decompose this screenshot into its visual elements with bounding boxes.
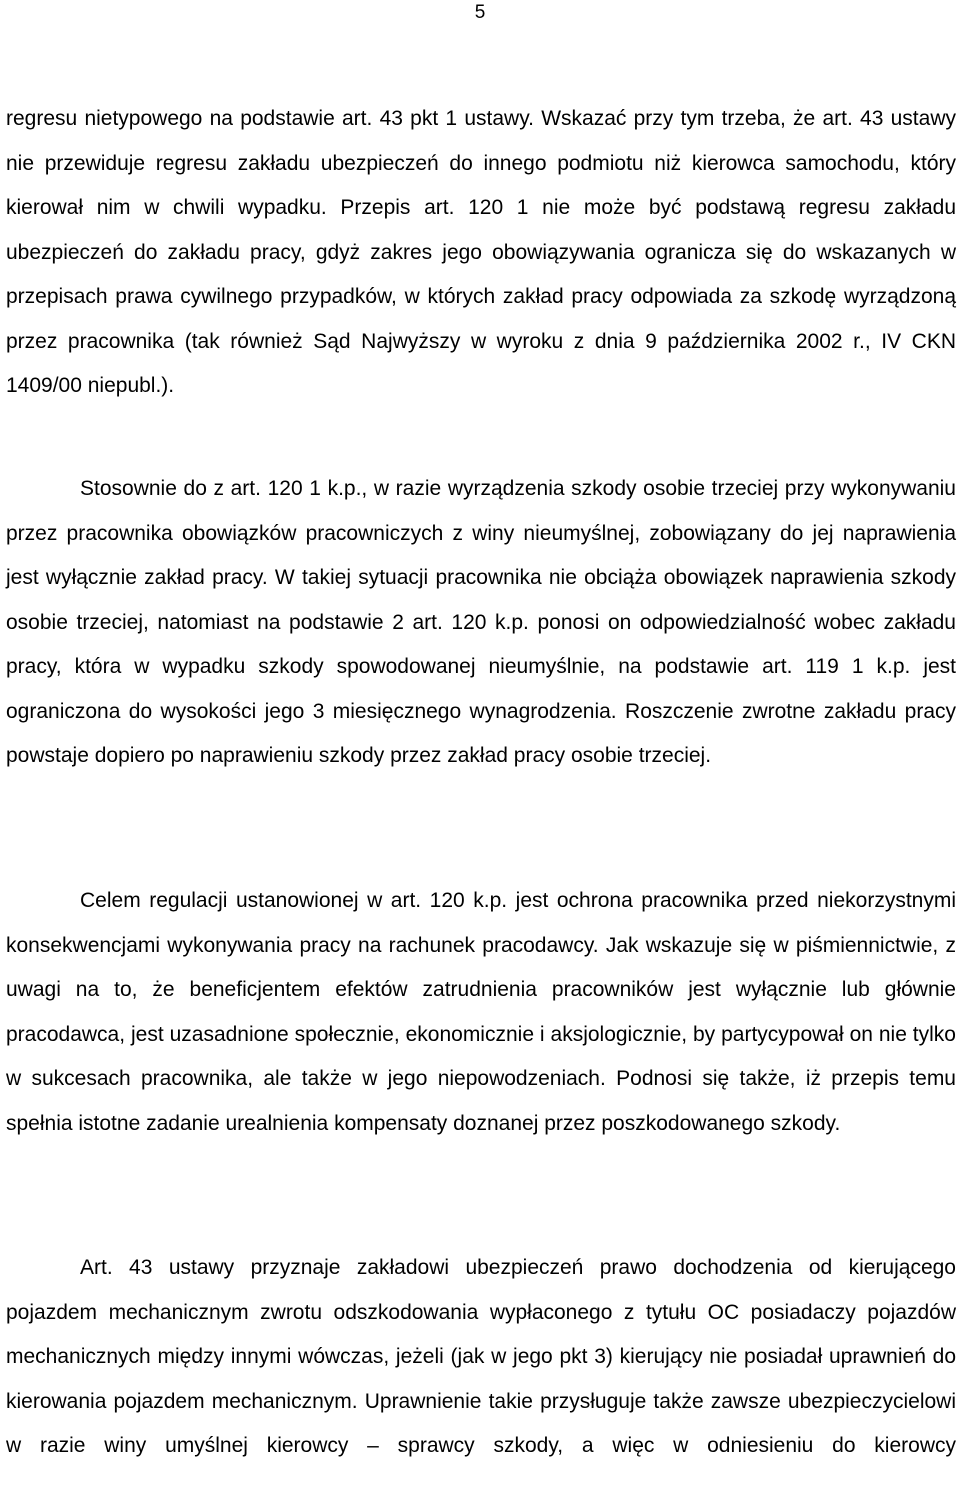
- paragraph-3: Celem regulacji ustanowionej w art. 120 k.p. jest ochrona pracownika przed niekorzystnymi konsekwencjami wykonywania pracy na rachunek pracodawcy. Jak wskazuje się w piśmiennictwie, z uwagi na to, że beneficjentem efektów zatrudnienia pracowników jest wyłącznie lub głównie pracodawca, jest uzasadnione społecznie, ekonomicznie i aksjologicznie, by partycypował on nie tylko w sukcesach pracownika, ale także w jego niepowodzeniach. Podnosi się także, iż przepis temu spełnia istotne zadanie urealnienia kompensaty doznanej przez poszkodowanego szkody.: [6, 889, 956, 1135]
- document-body-4: [6, 1246, 956, 1469]
- paragraph-4: Art. 43 ustawy przyznaje zakładowi ubezpieczeń prawo dochodzenia od kierującego pojazdem mechanicznym zwrotu odszkodowania wypłaconego z tytułu OC posiadaczy pojazdów mechanicznych między innymi wówczas, jeżeli (jak w jego pkt 3) kierujący nie posiadał uprawnień do kierowania pojazdem mechanicznym. Uprawnienie takie przysługuje także zawsze ubezpieczycielowi w razie winy umyślnej kierowcy – sprawcy szkody, a więc w odniesieniu do kierowcy: [6, 1256, 956, 1457]
- document-body-2: [6, 467, 956, 779]
- paragraph-1: regresu nietypowego na podstawie art. 43 pkt 1 ustawy. Wskazać przy tym trzeba, że art. 43 ustawy nie przewiduje regresu zakładu ubezpieczeń do innego podmiotu niż kierowca samochodu, który kierował nim w chwili wypadku. Przepis art. 120 1 nie może być podstawą regresu zakładu ubezpieczeń do zakładu pracy, gdyż zakres jego obowiązywania ogranicza się do wskazanych w przepisach prawa cywilnego przypadków, w których zakład pracy odpowiada za szkodę wyrządzoną przez pracownika (tak również Sąd Najwyższy w wyroku z dnia 9 października 2002 r., IV CKN 1409/00 niepubl.).: [6, 107, 956, 397]
- paragraph-2: Stosownie do z art. 120 1 k.p., w razie wyrządzenia szkody osobie trzeciej przy wykonywaniu przez pracownika obowiązków pracowniczych z winy nieumyślnej, zobowiązany do jej naprawienia jest wyłącznie zakład pracy. W takiej sytuacji pracownika nie obciąża obowiązek naprawienia szkody osobie trzeciej, natomiast na podstawie 2 art. 120 k.p. ponosi on odpowiedzialność wobec zakładu pracy, która w wypadku szkody spowodowanej nieumyślnie, na podstawie art. 119 1 k.p. jest ograniczona do wysokości jego 3 miesięcznego wynagrodzenia. Roszczenie zwrotne zakładu pracy powstaje dopiero po naprawieniu szkody przez zakład pracy osobie trzeciej.: [6, 477, 956, 767]
- document-body: [6, 97, 956, 409]
- document-body-3: [6, 879, 956, 1146]
- page-number: 5: [474, 2, 486, 23]
